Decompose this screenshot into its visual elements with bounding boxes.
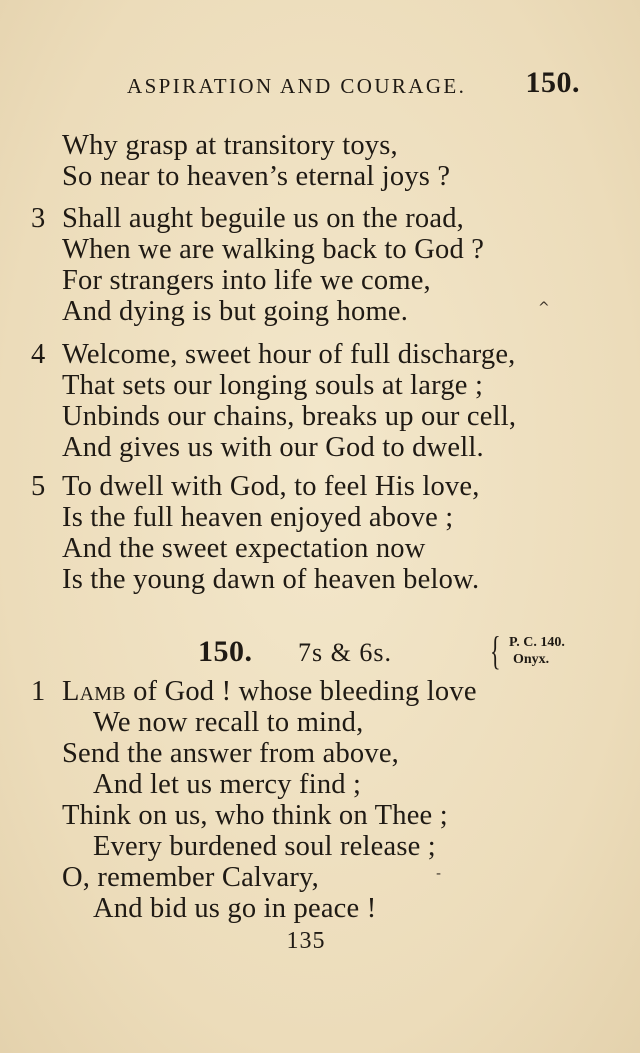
verse-line: Every burdened soul release ; — [93, 831, 436, 862]
stanza-number: 4 — [31, 339, 46, 370]
dash-mark-icon: - — [436, 866, 442, 882]
verse-line: O, remember Calvary, — [62, 862, 319, 893]
hymn-meter: 7s & 6s. — [298, 638, 392, 667]
verse-line: Welcome, sweet hour of full discharge, — [62, 339, 516, 370]
hymn-heading — [198, 628, 598, 681]
verse-line: So near to heaven’s eternal joys ? — [62, 161, 451, 192]
stanza-number: 3 — [31, 203, 46, 234]
stanza-number: 1 — [31, 676, 46, 707]
tune-reference: P. C. 140. — [509, 635, 565, 650]
verse-line: That sets our longing souls at large ; — [62, 370, 484, 401]
first-word: Lamb — [62, 676, 126, 707]
tune-brace: { — [490, 628, 501, 673]
verse-line: Think on us, who think on Thee ; — [62, 800, 448, 831]
verse-line: To dwell with God, to feel His love, — [62, 471, 480, 502]
verse-line: For strangers into life we come, — [62, 265, 431, 296]
verse-line: And the sweet expectation now — [62, 533, 426, 564]
verse-line: Shall aught beguile us on the road, — [62, 203, 464, 234]
section-title: ASPIRATION AND COURAGE. — [127, 74, 467, 98]
tune-references — [509, 634, 565, 668]
verse-line: Is the full heaven enjoyed above ; — [62, 502, 454, 533]
verse-line: Send the answer from above, — [62, 738, 400, 769]
running-header — [127, 66, 580, 106]
verse-line: And let us mercy find ; — [93, 769, 362, 800]
verse-line: When we are walking back to God ? — [62, 234, 485, 265]
page-number: 135 — [286, 928, 326, 954]
stanza-number: 5 — [31, 471, 46, 502]
verse-line: We now recall to mind, — [93, 707, 364, 738]
verse-line: Why grasp at transitory toys, — [62, 130, 398, 161]
hymn-number: 150. — [198, 635, 253, 668]
verse-line: And gives us with our God to dwell. — [62, 432, 484, 463]
verse-line: And dying is but going home. — [62, 296, 409, 327]
verse-line-first — [62, 676, 477, 707]
hymn-number-header: 150. — [525, 66, 580, 99]
first-line-rest: of God ! whose bleeding love — [125, 676, 477, 707]
verse-line: Unbinds our chains, breaks up our cell, — [62, 401, 517, 432]
verse-line: And bid us go in peace ! — [93, 893, 377, 924]
verse-line: Is the young dawn of heaven below. — [62, 564, 480, 595]
tune-name: Onyx. — [513, 652, 550, 667]
caret-mark-icon: ^ — [538, 300, 550, 316]
